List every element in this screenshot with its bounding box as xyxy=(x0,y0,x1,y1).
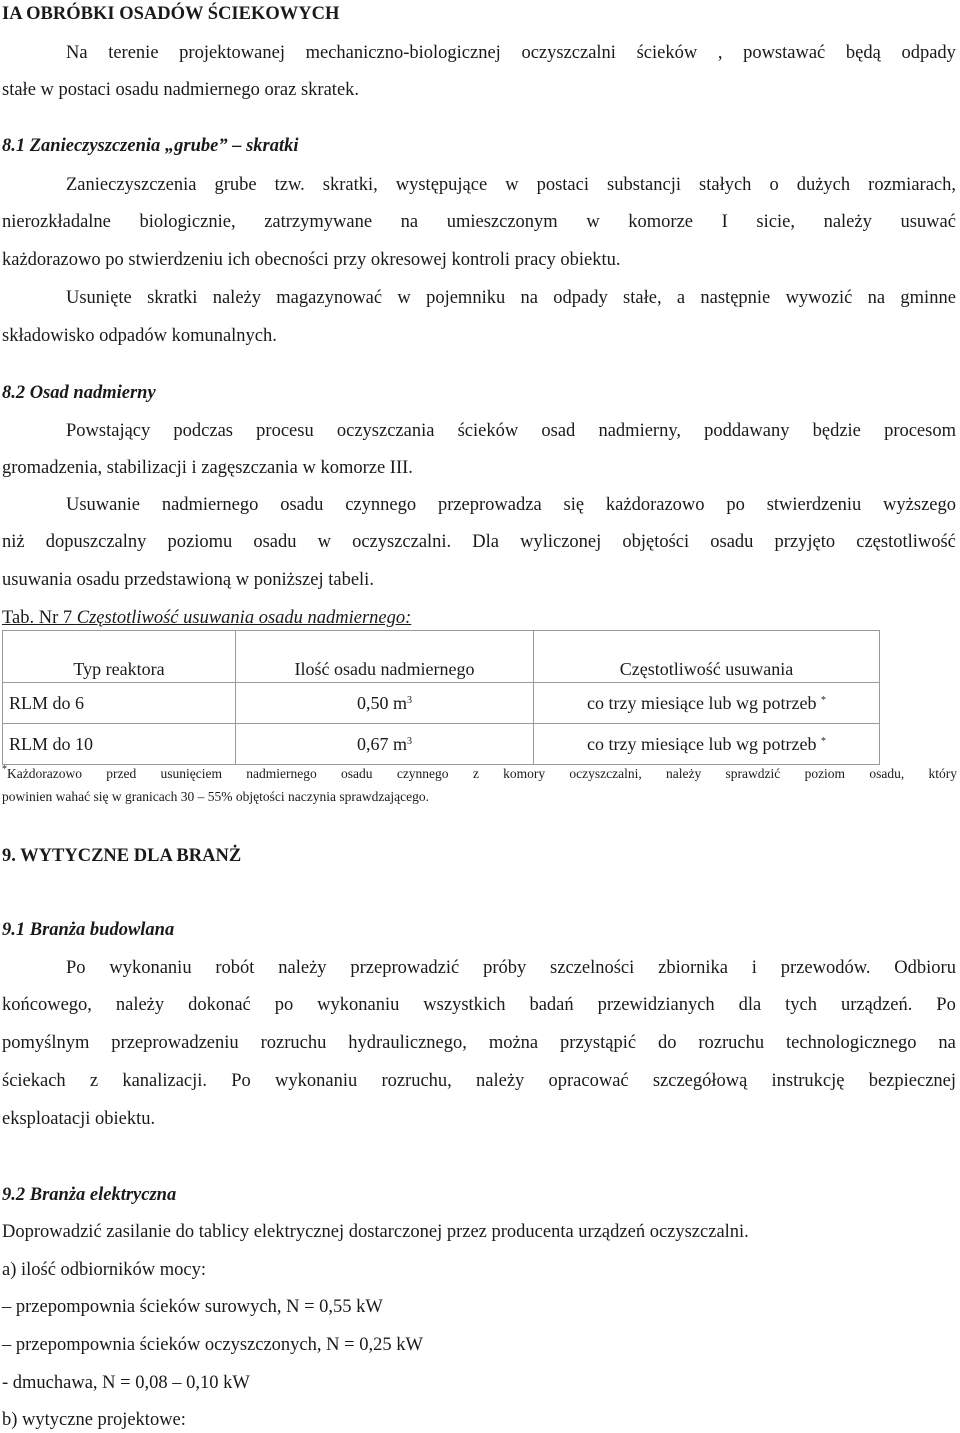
list-heading: a) ilość odbiorników mocy: xyxy=(2,1260,206,1280)
paragraph-line: Doprowadzić zasilanie do tablicy elektrycznej dostarczonej przez producenta urządzeń oczyszczalni. xyxy=(2,1222,749,1242)
word: przewidzianych xyxy=(597,995,715,1015)
subsection-title-9-2: 9.2 Branża elektryczna xyxy=(2,1185,177,1205)
word: nadmierny, xyxy=(598,421,682,441)
word: ściekach xyxy=(2,1071,66,1091)
word: do xyxy=(657,1033,677,1053)
word: nadmiernego xyxy=(246,766,317,781)
word: I xyxy=(721,212,728,232)
word: skratki xyxy=(147,288,198,308)
word: Powstający xyxy=(66,421,151,441)
removal-frequency-cell: co trzy miesiące lub wg potrzeb * xyxy=(534,683,880,724)
word: wykonaniu xyxy=(317,995,400,1015)
word: szczegółową xyxy=(652,1071,748,1091)
word: będą xyxy=(845,43,881,63)
word: z xyxy=(472,766,479,781)
word: następnie xyxy=(700,288,771,308)
word: odpady xyxy=(553,288,608,308)
subsection-title-9-1: 9.1 Branża budowlana xyxy=(2,920,175,940)
word: pomyślnym xyxy=(2,1033,90,1053)
subsection-title-8-1: 8.1 Zanieczyszczenia „grube” – skratki xyxy=(2,136,299,156)
word: niż xyxy=(2,532,25,552)
table-header-cell: Ilość osadu nadmiernego xyxy=(236,631,534,683)
paragraph-line xyxy=(66,287,956,309)
word: przed xyxy=(106,766,137,781)
word: stałych xyxy=(699,175,752,195)
word: Na xyxy=(66,43,88,63)
sludge-amount-cell: 0,67 $m^3$ xyxy=(236,724,534,765)
paragraph-line: każdorazowo po stwierdzeniu ich obecności przy okresowej kontroli pracy obiektu. xyxy=(2,250,621,270)
word: hydraulicznego, xyxy=(348,1033,467,1053)
word: Usuwanie xyxy=(66,495,140,515)
word: komory xyxy=(503,766,546,781)
word: można xyxy=(488,1033,539,1053)
section-heading-sludge-treatment: IA OBRÓBKI OSADÓW ŚCIEKOWYCH xyxy=(2,4,340,24)
reactor-type-cell: RLM do 6 xyxy=(3,683,236,724)
word: Dla xyxy=(472,532,499,552)
list-item: – przepompownia ścieków oczyszczonych, N = 0,25 kW xyxy=(2,1335,423,1355)
word: po xyxy=(274,995,294,1015)
word: próby xyxy=(483,958,527,978)
word: należy xyxy=(212,288,261,308)
word: pojemniku xyxy=(426,288,506,308)
word: wszystkich xyxy=(423,995,506,1015)
word: procesom xyxy=(884,421,956,441)
word: tych xyxy=(785,995,818,1015)
word: dopuszczalny xyxy=(45,532,147,552)
word: wykonaniu xyxy=(109,958,192,978)
table-row xyxy=(3,724,880,765)
word: mechaniczno-biologicznej xyxy=(305,43,501,63)
list-item: - dmuchawa, N = 0,08 – 0,10 kW xyxy=(2,1373,250,1393)
word: powstawać xyxy=(743,43,826,63)
word: odpady xyxy=(901,43,956,63)
word: zatrzymywane xyxy=(264,212,373,232)
table-caption-prefix: Tab. Nr 7 xyxy=(2,608,77,628)
word: przeprowadza xyxy=(437,495,542,515)
paragraph-line: gromadzenia, stabilizacji i zagęszczania w komorze III. xyxy=(2,458,413,478)
word: dużych xyxy=(796,175,851,195)
word: usunięciem xyxy=(160,766,222,781)
word: oczyszczalni xyxy=(521,43,616,63)
word: na xyxy=(520,288,538,308)
word: w xyxy=(317,532,331,552)
word: magazynować xyxy=(276,288,383,308)
word: przewodów. xyxy=(780,958,871,978)
word: końcowego, xyxy=(2,995,92,1015)
paragraph-line xyxy=(2,1070,956,1092)
paragraph-line xyxy=(2,1032,956,1054)
word: Po xyxy=(936,995,956,1015)
word: oczyszczalni. xyxy=(352,532,452,552)
table-header-row xyxy=(3,631,880,683)
word: grube xyxy=(214,175,257,195)
word: opracować xyxy=(548,1071,629,1091)
word: tzw. xyxy=(274,175,305,195)
word: szczelności xyxy=(550,958,635,978)
word: oczyszczania xyxy=(336,421,435,441)
word: należy xyxy=(823,212,872,232)
word: procesu xyxy=(256,421,314,441)
sludge-removal-table xyxy=(2,630,880,765)
word: o xyxy=(769,175,779,195)
word: gminne xyxy=(900,288,956,308)
word: przeprowadzeniu xyxy=(111,1033,239,1053)
paragraph-line xyxy=(2,531,956,553)
word: osadu, xyxy=(869,766,905,781)
word: na xyxy=(938,1033,956,1053)
word: nierozkładalne xyxy=(2,212,111,232)
word: instrukcję xyxy=(771,1071,845,1091)
word: występujące xyxy=(395,175,488,195)
word: który xyxy=(928,766,957,781)
word: poziom xyxy=(804,766,846,781)
word: rozruchu xyxy=(698,1033,765,1053)
word: sicie, xyxy=(756,212,795,232)
table-header-cell: Częstotliwość usuwania xyxy=(534,631,880,683)
word: na xyxy=(400,212,419,232)
table-footnote-line xyxy=(2,766,957,782)
word: usuwać xyxy=(900,212,956,232)
word: oczyszczalni, xyxy=(569,766,642,781)
table-footnote-line: powinien wahać się w granicach 30 – 55% objętości naczynia sprawdzającego. xyxy=(2,789,429,804)
word: poziomu xyxy=(167,532,233,552)
word: a xyxy=(676,288,686,308)
word: badań xyxy=(529,995,574,1015)
table-caption xyxy=(2,607,411,629)
word: wyższego xyxy=(883,495,956,515)
section-title-9: 9. WYTYCZNE DLA BRANŻ xyxy=(2,846,242,866)
intro-line xyxy=(66,42,956,64)
word: bezpiecznej xyxy=(868,1071,956,1091)
paragraph-line: eksploatacji obiektu. xyxy=(2,1109,156,1129)
word: technologicznego xyxy=(786,1033,917,1053)
word: substancji xyxy=(607,175,682,195)
word: czynnego xyxy=(396,766,449,781)
word: ścieków xyxy=(636,43,698,63)
word: robót xyxy=(215,958,255,978)
word: biologicznie, xyxy=(139,212,236,232)
word: przystąpić xyxy=(560,1033,637,1053)
word: rozmiarach, xyxy=(868,175,956,195)
word: z xyxy=(89,1071,99,1091)
word: terenie xyxy=(108,43,159,63)
table-row xyxy=(3,683,880,724)
word: w xyxy=(505,175,519,195)
word: należy xyxy=(115,995,165,1015)
word: objętości xyxy=(622,532,690,552)
word: każdorazowo xyxy=(605,495,705,515)
word: komorze xyxy=(628,212,694,232)
word: ścieków xyxy=(457,421,519,441)
footnote-first-word: *Każdorazowo xyxy=(2,764,82,781)
word: nadmiernego xyxy=(161,495,259,515)
word: urządzeń. xyxy=(840,995,913,1015)
list-heading: b) wytyczne projektowe: xyxy=(2,1410,186,1430)
word: osad xyxy=(541,421,576,441)
word: , xyxy=(717,43,723,63)
word: należy xyxy=(476,1071,525,1091)
word: Zanieczyszczenia xyxy=(66,175,197,195)
subsection-title-8-2: 8.2 Osad nadmierny xyxy=(2,383,156,403)
word: osadu xyxy=(280,495,324,515)
word: postaci xyxy=(536,175,589,195)
word: czynnego xyxy=(345,495,417,515)
word: osadu xyxy=(341,766,373,781)
word: umieszczonym xyxy=(446,212,558,232)
table-caption-text: Częstotliwość usuwania osadu nadmiernego: xyxy=(76,608,412,628)
word: w xyxy=(397,288,411,308)
word: osadu xyxy=(253,532,297,552)
word: skratki, xyxy=(322,175,378,195)
word: zbiornika xyxy=(658,958,728,978)
word: podczas xyxy=(173,421,234,441)
paragraph-line xyxy=(66,174,956,196)
word: na xyxy=(867,288,886,308)
word: poddawany xyxy=(704,421,790,441)
word: Po xyxy=(231,1071,251,1091)
paragraph-line xyxy=(2,994,956,1016)
word: należy xyxy=(278,958,327,978)
paragraph-line: składowisko odpadów komunalnych. xyxy=(2,326,277,346)
word: się xyxy=(563,495,585,515)
word: częstotliwość xyxy=(856,532,956,552)
word: Odbioru xyxy=(894,958,956,978)
paragraph-line xyxy=(66,957,956,979)
word: osadu xyxy=(710,532,754,552)
word: po xyxy=(726,495,745,515)
word: dokonać xyxy=(188,995,251,1015)
word: rozruchu xyxy=(260,1033,327,1053)
paragraph-line xyxy=(2,211,956,233)
word: będzie xyxy=(812,421,861,441)
removal-frequency-cell: co trzy miesiące lub wg potrzeb * xyxy=(534,724,880,765)
word: rozruchu, xyxy=(381,1071,452,1091)
word: i xyxy=(751,958,757,978)
word: wywozić xyxy=(785,288,853,308)
word: sprawdzić xyxy=(725,766,781,781)
word: przyjęto xyxy=(774,532,836,552)
word: w xyxy=(586,212,600,232)
word: wykonaniu xyxy=(275,1071,358,1091)
word: przeprowadzić xyxy=(350,958,460,978)
reactor-type-cell: RLM do 10 xyxy=(3,724,236,765)
word: stwierdzeniu xyxy=(766,495,862,515)
paragraph-line xyxy=(66,420,956,442)
word: dla xyxy=(738,995,762,1015)
paragraph-line xyxy=(66,494,956,516)
intro-line: stałe w postaci osadu nadmiernego oraz skratek. xyxy=(2,80,360,100)
word: Po xyxy=(66,958,86,978)
word: stałe, xyxy=(623,288,662,308)
word: należy xyxy=(666,766,702,781)
paragraph-line: usuwania osadu przedstawioną w poniższej tabeli. xyxy=(2,570,374,590)
word: kanalizacji. xyxy=(122,1071,208,1091)
table-header-cell: Typ reaktora xyxy=(3,631,236,683)
word: projektowanej xyxy=(179,43,285,63)
sludge-amount-cell: 0,50 $m^3$ xyxy=(236,683,534,724)
word: wyliczonej xyxy=(520,532,602,552)
list-item: – przepompownia ścieków surowych, N = 0,55 kW xyxy=(2,1297,383,1317)
word: Usunięte xyxy=(66,288,132,308)
